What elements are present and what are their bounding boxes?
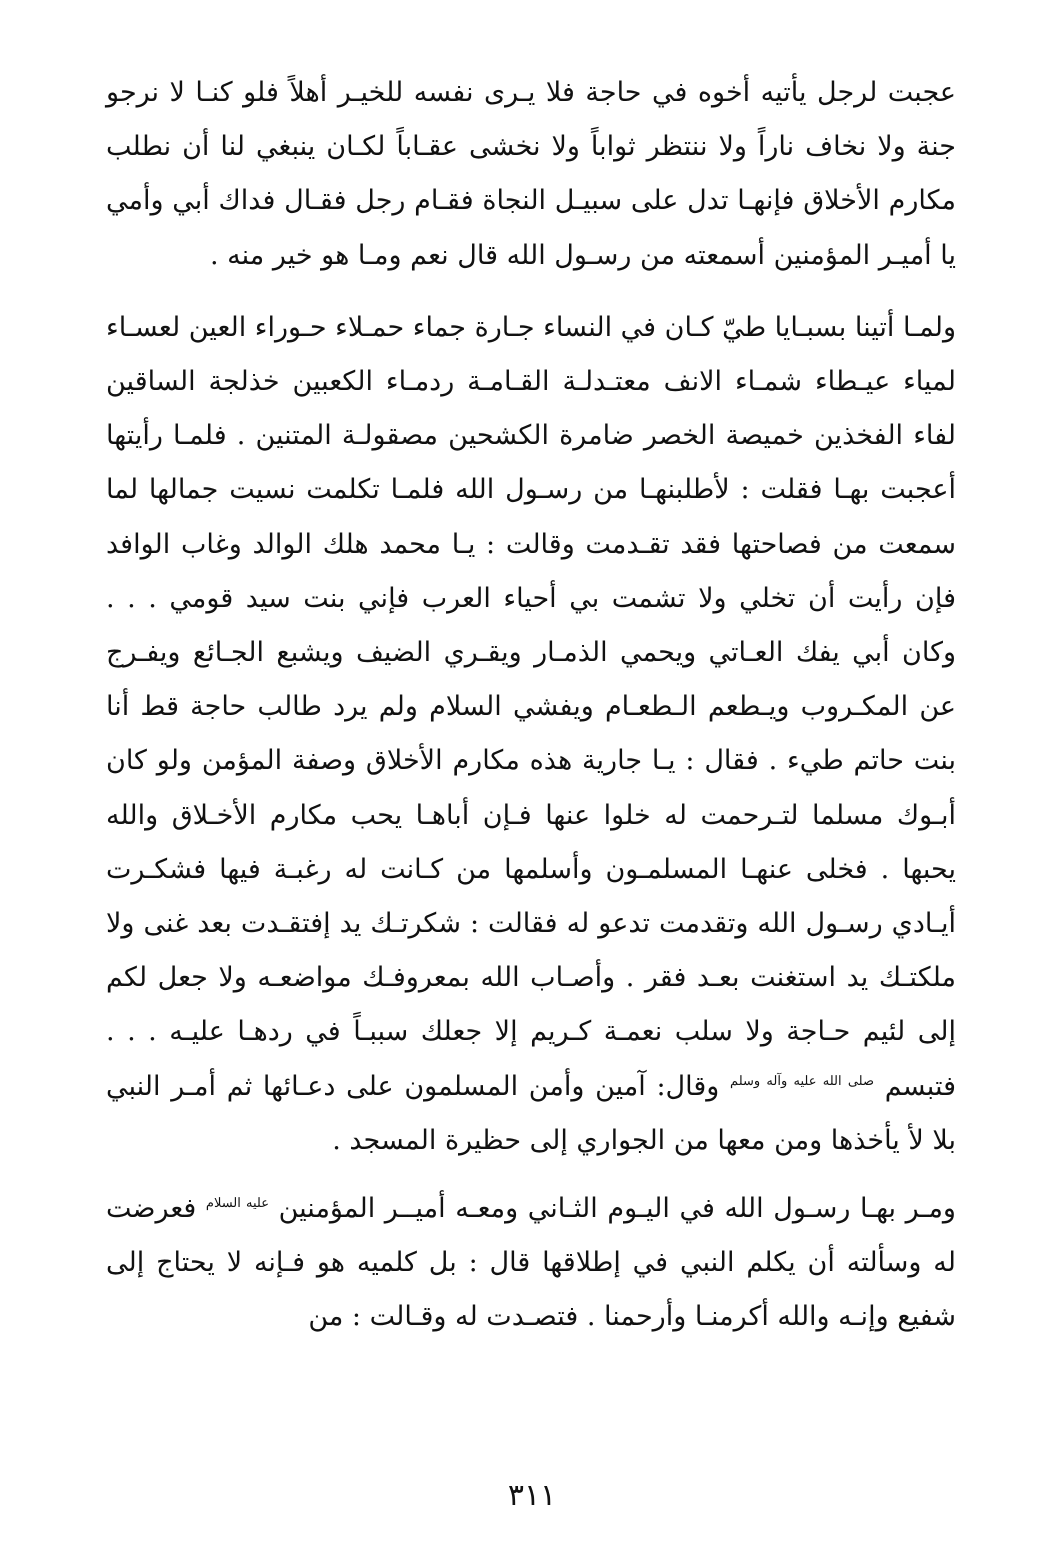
page-number: ٣١١ (507, 1478, 557, 1513)
page-body (106, 66, 956, 1345)
paragraph-3-text-b: فعرضت له وسألته أن يكلم النبي في إطلاقها قال : بل كلميه هو فـإنه لا يحتاج إلى شفيع وإنـه والله أكرمنـا وأرحمنا . فتصـدت له وقـالت : من (106, 1193, 956, 1333)
paragraph-3 (106, 1182, 956, 1345)
paragraph-3-text-a: ومـر بهـا رسـول الله في اليـوم الثـاني ومعـه أميــر المؤمنين (278, 1193, 956, 1225)
paragraph-2-text-b: وقال: آمين وأمن المسلمون على دعـائها ثم أمـر النبي بلا لأ يأخذها ومن معها من الجواري إلى حظيرة المسجد . (106, 1070, 956, 1156)
paragraph-1: عجبت لرجل يأتيه أخوه في حاجة فلا يـرى نفسه للخيـر أهلاً فلو كنـا لا نرجو جنة ولا نخاف ناراً ولا ننتظر ثواباً ولا نخشى عقـاباً لكـان ينبغي لنا أن نطلب مكارم الأخلاق فإنهـا تدل على سبيـل النجاة فقـام رجل فقـال فداك أبي وأمي يا أميـر المؤمنين أسمعته من رسـول الله قال نعم ومـا هو خير منه . (106, 77, 956, 271)
honorific-symbol: صلى الله عليه وآله وسلم (730, 1073, 875, 1089)
honorific-symbol: عليه السلام (205, 1196, 269, 1212)
paragraph-2 (106, 301, 956, 1168)
paragraph-2-text-a: ولمـا أتينا بسبـايا طيّ كـان في النساء جـارة جماء حمـلاء حـوراء العين لعسـاء لمياء عيـطاء شمـاء الانف معتـدلـة القـامـة ردمـاء الكعبين خذلجة الساقين لفاء الفخذين خميصة الخصر ضامرة الكشحين مصقولـة المتنين . فلمـا رأيتها أعجبت بهـا فقلت : لأطلبنهـا من رسـول الله فلمـا تكلمت نسيت جمالها لما سمعت من فصاحتها فقد تقـدمت وقالت : يـا محمد هلك الوالد وغاب الوافد فإن رأيت أن تخلي ولا تشمت بي أحياء العرب فإني بنت سيد قومي . . . وكان أبي يفك العـاتي ويحمي الذمـار ويقـري الضيف ويشبع الجـائع ويفـرج عن المكـروب ويـطعم الـطعـام ويفشي السلام ولم يرد طالب حاجة قط أنا بنت حاتم طيء . فقال : يـا جارية هذه مكارم الأخلاق وصفة المؤمن ولو كان أبـوك مسلما لتـرحمت له خلوا عنها فـإن أباهـا يحب مكارم الأخـلاق والله يحبها . فخلى عنهـا المسلمـون وأسلمها من كـانت له رغبـة فيها فشكـرت أيـادي رسـول الله وتقدمت تدعو له فقالت : شكرتـك يد إفتقـدت بعد غنى ولا ملكتـك يد استغنت بعـد فقر . وأصـاب الله بمعروفـك مواضعـه ولا جعل لكم إلى لئيم حـاجة ولا سلب نعمـة كـريم إلا جعلك سببـاً في ردهـا عليـه . . . فتبسم (106, 311, 956, 1102)
